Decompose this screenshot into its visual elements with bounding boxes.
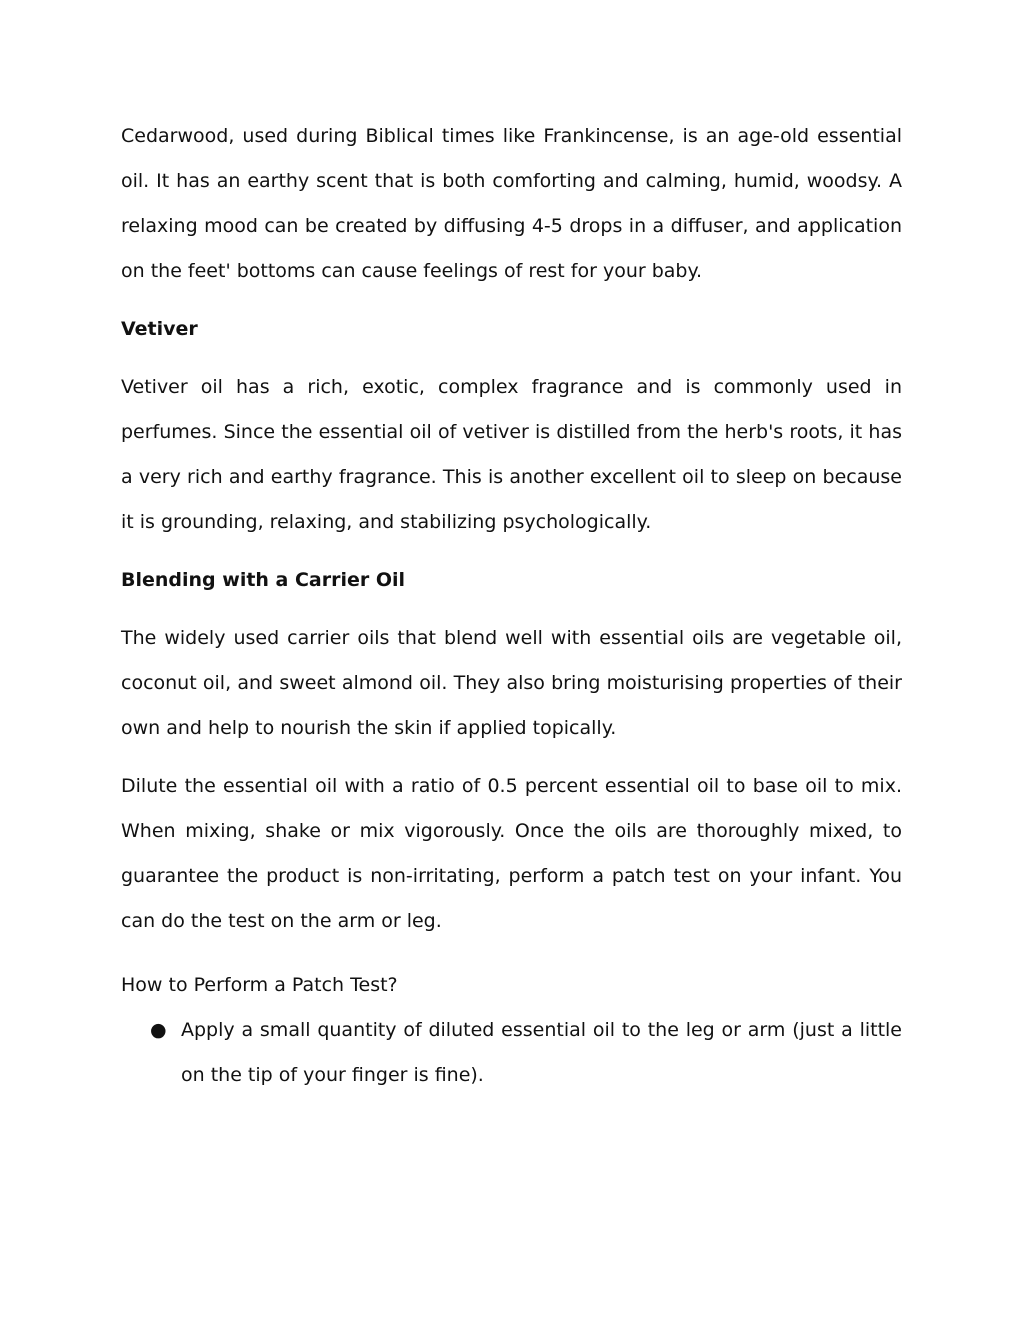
vetiver-paragraph: Vetiver oil has a rich, exotic, complex fragrance and is commonly used in perfumes. Since the essential oil of vetiver is distilled from the herb's roots, it has a very rich and earthy fragrance. This is another excellent oil to sleep on because it is grounding, relaxing, and stabilizing psychologically. [121,376,902,533]
vetiver-heading: Vetiver [121,318,198,340]
list-item [121,1008,902,1098]
bullet-icon: ● [150,1019,167,1041]
bullet-text: Apply a small quantity of diluted essential oil to the leg or arm (just a little on the tip of your finger is fine). [181,1019,902,1086]
cedarwood-paragraph: Cedarwood, used during Biblical times like Frankincense, is an age-old essential oil. It has an earthy scent that is both comforting and calming, humid, woodsy. A relaxing mood can be created by diffusing 4-5 drops in a diffuser, and application on the feet' bottoms can cause feelings of rest for your baby. [121,125,902,282]
document-page [121,114,902,1098]
dilution-paragraph: Dilute the essential oil with a ratio of 0.5 percent essential oil to base oil to mix. When mixing, shake or mix vigorously. Once the oils are thoroughly mixed, to guarantee the product is non-irritating, perform a patch test on your infant. You can do the test on the arm or leg. [121,775,902,932]
patch-test-steps [121,1008,902,1098]
carrier-oils-paragraph: The widely used carrier oils that blend well with essential oils are vegetable oil, coconut oil, and sweet almond oil. They also bring moisturising properties of their own and help to nourish the skin if applied topically. [121,627,902,739]
patch-test-question: How to Perform a Patch Test? [121,974,398,996]
blending-heading: Blending with a Carrier Oil [121,569,406,591]
